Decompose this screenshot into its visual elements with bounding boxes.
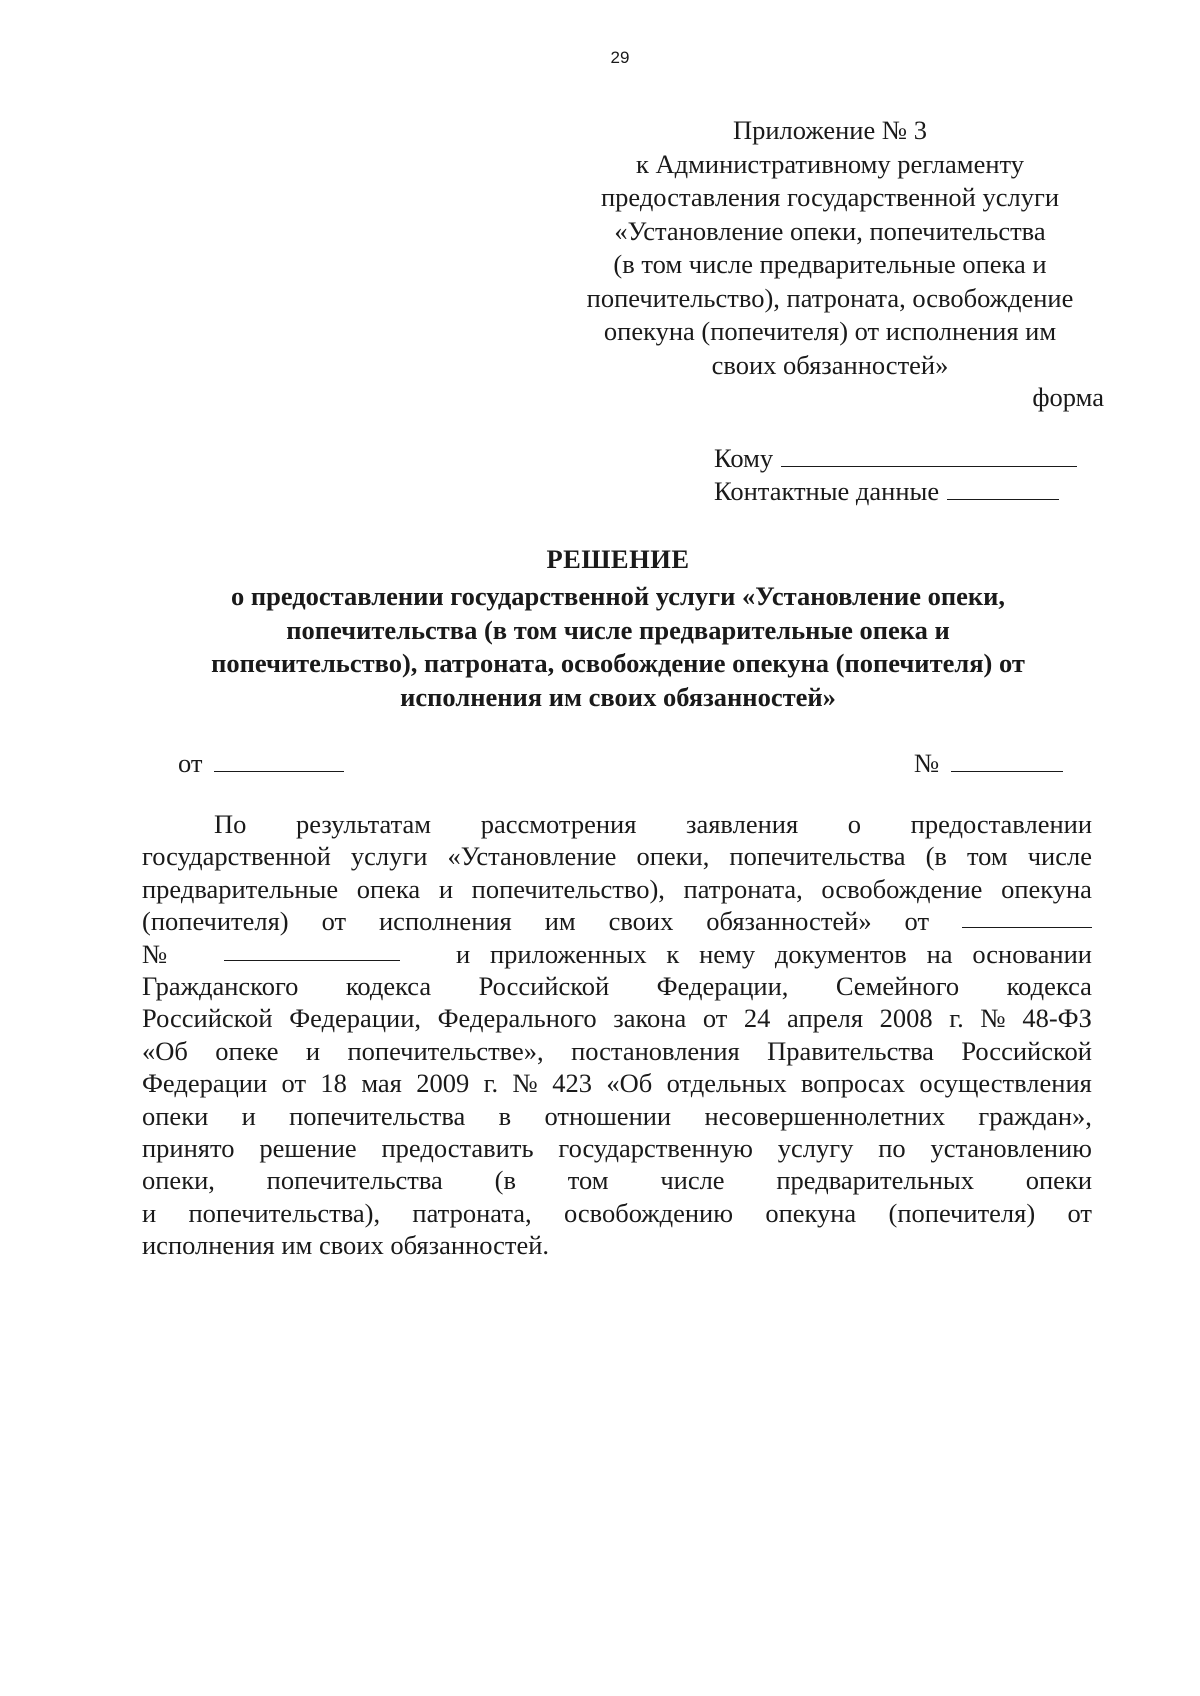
body-word: в (498, 1100, 512, 1131)
body-word: отдельных (666, 1068, 787, 1099)
body-word: освобождению (563, 1197, 733, 1228)
body-word: государственную (558, 1133, 753, 1164)
body-word: Гражданского (142, 971, 299, 1002)
appendix-line: предоставления государственной услуги (600, 182, 1060, 212)
body-line (142, 905, 1092, 937)
body-word: о (847, 809, 862, 839)
body-line: исполнения им своих обязанностей. (142, 1230, 550, 1261)
body-word: им (544, 906, 576, 937)
body-line (142, 808, 1092, 840)
body-line (142, 1164, 1092, 1196)
body-word: опеки, (142, 1165, 215, 1196)
appendix-line: попечительство), патроната, освобождение (586, 282, 1074, 313)
body-word: и (142, 1197, 157, 1228)
body-line (142, 1197, 1092, 1229)
body-line (142, 970, 1092, 1002)
body-word: Российской (142, 1003, 273, 1034)
page-number: 29 (610, 48, 630, 67)
body-word: числе (660, 1165, 725, 1196)
decision-date-label: от (178, 748, 203, 778)
body-word: 48-ФЗ (1022, 1003, 1092, 1034)
body-line (142, 1100, 1092, 1132)
body-word: кодекса (1006, 971, 1092, 1002)
body-word: числе (1027, 841, 1092, 872)
body-word: на (926, 938, 953, 969)
body-word: опеки, (636, 841, 710, 872)
body-word: Федерации (142, 1068, 268, 1099)
appendix-line: своих обязанностей» (711, 349, 949, 380)
body-word: Федерации, (289, 1003, 421, 1034)
body-word: мая (361, 1068, 402, 1099)
body-word: установлению (930, 1133, 1092, 1164)
body-word: (в (925, 841, 947, 872)
body-word: том (567, 1165, 609, 1196)
body-word: несовершеннолетних (704, 1100, 946, 1131)
body-word: 18 (320, 1068, 347, 1099)
body-word: По (214, 809, 247, 839)
recipient-to-blank[interactable] (781, 444, 1077, 467)
body-word: опекуна (1001, 873, 1092, 904)
body-word: № (980, 1003, 1006, 1034)
body-word: патроната, (683, 873, 803, 904)
body-word: 2008 (879, 1003, 933, 1034)
body-word: 2009 (416, 1068, 470, 1099)
body-word: от (1067, 1197, 1092, 1228)
body-word: Федерации, (656, 971, 789, 1002)
body-word: Федерального (437, 1003, 597, 1034)
recipient-to-label: Кому (714, 443, 774, 473)
appendix-line: Приложение № 3 (732, 115, 927, 145)
body-line (142, 873, 1092, 905)
body-word: обязанностей» (706, 906, 872, 937)
body-words-group (456, 938, 1092, 970)
body-word: опеки (1025, 1165, 1092, 1196)
body-word: апреля (787, 1003, 864, 1034)
body-word: от (321, 906, 347, 937)
body-word: документов (774, 938, 907, 969)
body-word: попечительства (289, 1100, 466, 1131)
body-word: основании (972, 938, 1092, 969)
form-label: форма (1032, 382, 1104, 412)
body-word: № (142, 938, 168, 969)
body-word: от (281, 1068, 307, 1099)
body-word: принято (142, 1133, 235, 1164)
decision-subtitle-line: попечительства (в том числе предварительные опека и (286, 614, 950, 645)
decision-subtitle-line: исполнения им своих обязанностей» (400, 681, 836, 712)
body-word: патроната, (412, 1197, 532, 1228)
body-line (142, 1035, 1092, 1067)
body-word: государственной (142, 841, 331, 872)
body-word: освобождение (821, 873, 983, 904)
body-line (142, 938, 1092, 970)
body-line (142, 1067, 1092, 1099)
body-word: (попечителя) (888, 1197, 1036, 1228)
body-word: и (241, 1100, 256, 1131)
recipient-contact-label: Контактные данные (714, 476, 940, 506)
body-line (142, 1002, 1092, 1034)
body-word: закона (613, 1003, 687, 1034)
recipient-to-row (714, 442, 1077, 475)
decision-date-blank[interactable] (214, 749, 344, 772)
body-word: решение (259, 1133, 357, 1164)
body-word: (в (494, 1165, 516, 1196)
body-word: постановления (571, 1035, 740, 1066)
body-word: предоставлении (910, 809, 1092, 839)
decision-number-label: № (914, 748, 940, 778)
body-word: результатам (296, 809, 432, 839)
body-word: г. (949, 1003, 964, 1034)
body-word: и (455, 938, 471, 969)
body-word: по (878, 1133, 906, 1164)
body-word: и (305, 1035, 321, 1066)
body-word: том (966, 841, 1008, 872)
body-word: исполнения (379, 906, 512, 937)
body-word: попечительстве», (347, 1035, 544, 1066)
decision-subtitle (150, 580, 1086, 714)
body-word: и (438, 873, 453, 904)
body-word: опекуна (765, 1197, 857, 1228)
body-word: попечительства (266, 1165, 443, 1196)
body-word: заявления (686, 809, 799, 839)
body-word: опеке (215, 1035, 279, 1066)
body-word: 423 (552, 1068, 592, 1099)
decision-body (142, 808, 1092, 1262)
body-word: услугу (777, 1133, 854, 1164)
decision-date-row (178, 748, 344, 779)
appendix-line: (в том числе предварительные опека и (613, 249, 1047, 279)
body-word: граждан», (978, 1100, 1092, 1131)
body-word: предоставить (381, 1133, 534, 1164)
body-word: опека (356, 873, 421, 904)
body-word: к (666, 938, 680, 969)
body-word: услуги (350, 841, 428, 872)
body-word: предварительные (142, 873, 339, 904)
body-word: рассмотрения (480, 809, 637, 839)
body-word: опеки (142, 1100, 209, 1131)
appendix-line: «Установление опеки, попечительства (614, 215, 1046, 246)
application-date-blank[interactable] (962, 905, 1092, 928)
body-word: нему (699, 938, 756, 969)
application-number-blank[interactable] (224, 938, 400, 961)
body-word: приложенных (490, 938, 647, 969)
recipient-contact-row (714, 475, 1077, 508)
body-word: № (512, 1068, 538, 1099)
appendix-line: опекуна (попечителя) от исполнения им (603, 316, 1057, 346)
body-word: отношении (544, 1100, 672, 1131)
body-word: Российской (478, 971, 610, 1002)
body-word: от (904, 906, 930, 937)
body-word: «Об (142, 1035, 188, 1066)
body-word: Российской (961, 1035, 1092, 1066)
body-word: 24 (743, 1003, 771, 1034)
appendix-header (560, 114, 1100, 382)
body-word: (попечителя) (142, 906, 289, 937)
body-line (142, 840, 1092, 872)
appendix-line: к Административному регламенту (636, 148, 1024, 179)
body-word: Семейного (835, 971, 960, 1002)
body-word: своих (608, 906, 674, 937)
body-line (142, 1132, 1092, 1164)
decision-number-blank[interactable] (951, 749, 1063, 772)
recipient-block (714, 442, 1077, 508)
body-word: «Об (606, 1068, 653, 1099)
body-word: осуществления (919, 1068, 1092, 1099)
body-word: попечительство), (471, 873, 665, 904)
body-word: вопросах (800, 1068, 905, 1099)
recipient-contact-blank[interactable] (947, 477, 1059, 500)
body-word: попечительства (729, 841, 906, 872)
body-word: «Установление (447, 841, 617, 872)
decision-number-row (914, 748, 1063, 779)
body-word: предварительных (776, 1165, 974, 1196)
body-word: попечительства), (188, 1197, 381, 1228)
decision-subtitle-line: попечительство), патроната, освобождение опекуна (попечителя) от (211, 648, 1025, 678)
body-word: Правительства (767, 1035, 934, 1066)
body-word: кодекса (345, 971, 432, 1002)
decision-title: РЕШЕНИЕ (546, 544, 690, 574)
decision-subtitle-line: о предоставлении государственной услуги «Установление опеки, (230, 581, 1006, 611)
body-word: г. (483, 1068, 499, 1099)
body-word: от (702, 1003, 728, 1034)
